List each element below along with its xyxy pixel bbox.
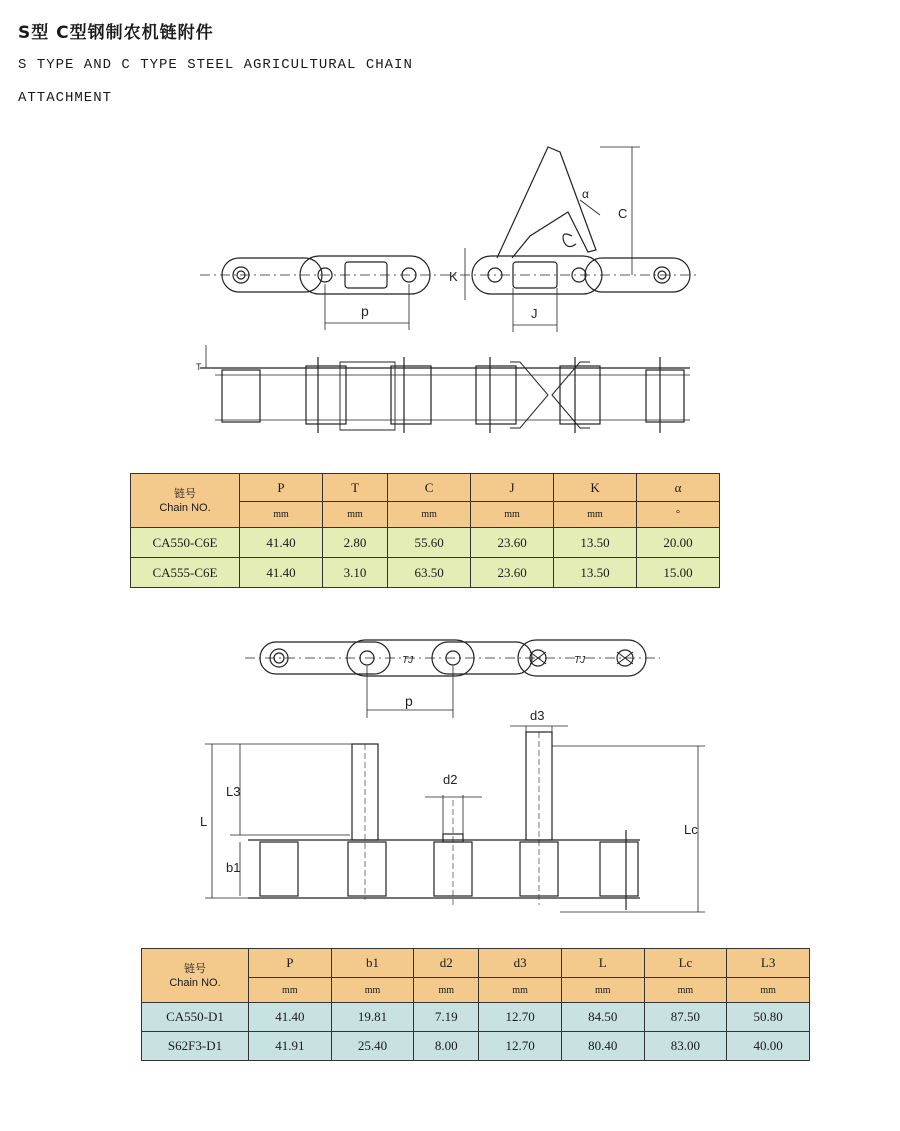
model-cell: CA550-D1: [142, 1003, 249, 1032]
col-header: L3: [727, 949, 810, 978]
col-header: P: [249, 949, 332, 978]
unit-cell: mm: [479, 978, 562, 1003]
value-cell: 40.00: [727, 1032, 810, 1061]
value-cell: 80.40: [561, 1032, 644, 1061]
value-cell: 20.00: [637, 528, 720, 558]
unit-cell: °: [637, 502, 720, 528]
chain-no-header: 链号 Chain NO.: [131, 474, 240, 528]
k-label: K: [449, 269, 458, 284]
page-title-en-continued: ATTACHMENT: [18, 90, 113, 106]
model-cell: CA550-C6E: [131, 528, 240, 558]
value-cell: 41.40: [249, 1003, 332, 1032]
unit-cell: mm: [727, 978, 810, 1003]
lc-label: Lc: [684, 822, 698, 837]
pitch-label: p: [361, 303, 369, 319]
value-cell: 41.40: [240, 528, 323, 558]
value-cell: 63.50: [388, 558, 471, 588]
c6e-spec-table: [130, 473, 720, 588]
unit-cell: mm: [561, 978, 644, 1003]
b1-label: b1: [226, 860, 241, 875]
value-cell: 55.60: [388, 528, 471, 558]
value-cell: 13.50: [554, 528, 637, 558]
value-cell: 83.00: [644, 1032, 727, 1061]
c-label: C: [618, 206, 628, 221]
value-cell: 23.60: [471, 528, 554, 558]
value-cell: 8.00: [414, 1032, 479, 1061]
chain-no-header: 链号 Chain NO.: [142, 949, 249, 1003]
tj-label-2: TJ: [574, 655, 586, 666]
unit-cell: mm: [644, 978, 727, 1003]
d3-label: d3: [530, 708, 545, 723]
col-header: b1: [331, 949, 414, 978]
table-row: [142, 1032, 810, 1061]
col-header: Lc: [644, 949, 727, 978]
col-header: α: [637, 474, 720, 502]
alpha-label: α: [582, 187, 589, 201]
col-header: K: [554, 474, 637, 502]
col-header: J: [471, 474, 554, 502]
value-cell: 41.40: [240, 558, 323, 588]
c-type-attachment-drawing: [0, 140, 900, 440]
col-header: P: [240, 474, 323, 502]
model-cell: CA555-C6E: [131, 558, 240, 588]
d2-label: d2: [443, 772, 458, 787]
col-header: L: [561, 949, 644, 978]
col-header: d2: [414, 949, 479, 978]
value-cell: 87.50: [644, 1003, 727, 1032]
table-row: [142, 1003, 810, 1032]
col-header: C: [388, 474, 471, 502]
value-cell: 12.70: [479, 1003, 562, 1032]
value-cell: 15.00: [637, 558, 720, 588]
l3-label: L3: [226, 784, 241, 799]
unit-cell: mm: [414, 978, 479, 1003]
value-cell: 2.80: [322, 528, 387, 558]
d-type-attachment-drawing: [0, 630, 900, 930]
value-cell: 12.70: [479, 1032, 562, 1061]
unit-cell: mm: [471, 502, 554, 528]
unit-cell: mm: [249, 978, 332, 1003]
value-cell: 23.60: [471, 558, 554, 588]
j-label: J: [531, 306, 538, 321]
unit-cell: mm: [240, 502, 323, 528]
value-cell: 84.50: [561, 1003, 644, 1032]
value-cell: 13.50: [554, 558, 637, 588]
page-title-en: S TYPE AND C TYPE STEEL AGRICULTURAL CHAIN: [18, 57, 413, 73]
table-row: [131, 528, 720, 558]
value-cell: 25.40: [331, 1032, 414, 1061]
model-cell: S62F3-D1: [142, 1032, 249, 1061]
value-cell: 50.80: [727, 1003, 810, 1032]
value-cell: 7.19: [414, 1003, 479, 1032]
page-title-cn: S型 C型钢制农机链附件: [18, 23, 214, 43]
col-header: T: [322, 474, 387, 502]
unit-cell: mm: [322, 502, 387, 528]
t-label: T: [196, 362, 202, 372]
unit-cell: mm: [388, 502, 471, 528]
pitch-label: p: [405, 693, 413, 709]
value-cell: 41.91: [249, 1032, 332, 1061]
col-header: d3: [479, 949, 562, 978]
d1-spec-table: [141, 948, 810, 1061]
value-cell: 3.10: [322, 558, 387, 588]
tj-label: TJ: [402, 655, 414, 666]
unit-cell: mm: [554, 502, 637, 528]
l-label: L: [200, 814, 208, 829]
value-cell: 19.81: [331, 1003, 414, 1032]
unit-cell: mm: [331, 978, 414, 1003]
table-row: [131, 558, 720, 588]
